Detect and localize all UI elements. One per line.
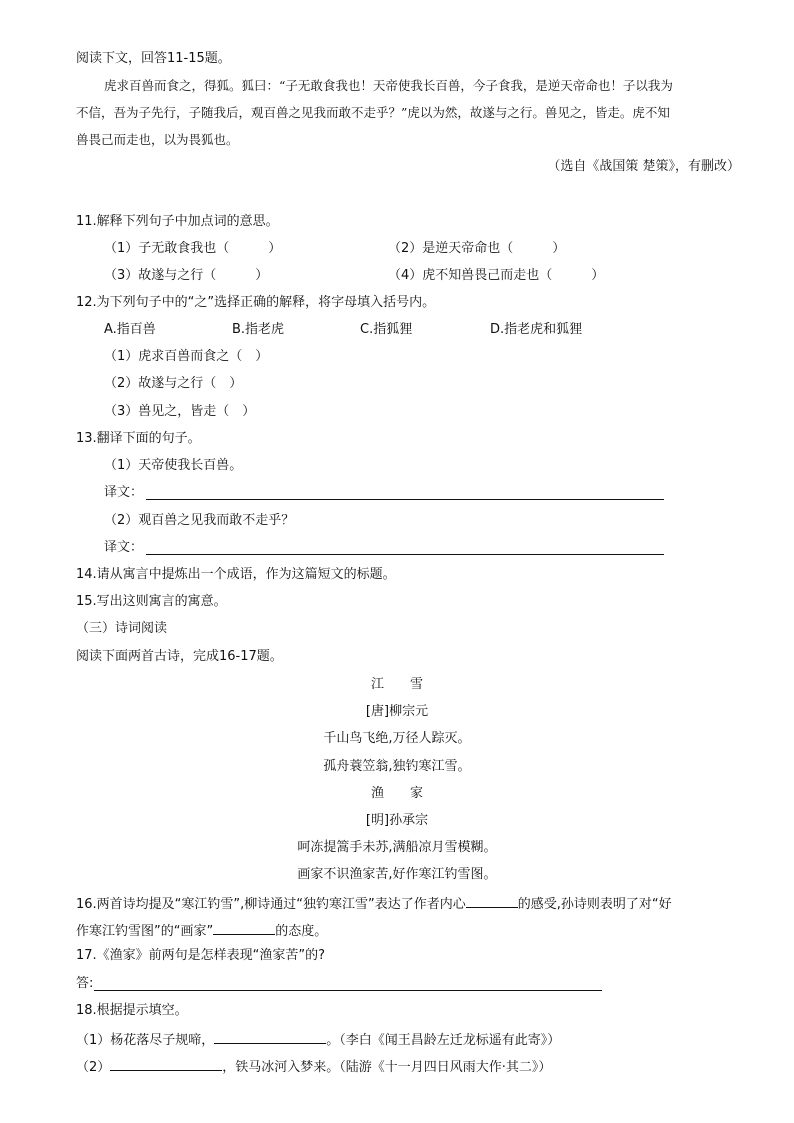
poem1-line-1: 千山鸟飞绝,万径人踪灭。 bbox=[323, 731, 471, 746]
q15: 15.写出这则寓言的寓意。 bbox=[76, 594, 227, 609]
poem1-title: 江 雪 bbox=[370, 677, 423, 692]
q12-option-b: B.指老虎 bbox=[232, 322, 285, 337]
q16-text-3: 作寒江钓雪图”的“画家” bbox=[76, 924, 214, 939]
q18-item-2 bbox=[76, 1057, 551, 1076]
intro: 阅读下文，回答11-15题。 bbox=[76, 51, 231, 66]
passage-line-1: 虎求百兽而食之，得狐。狐曰：“子无敢食我也！天帝使我长百兽，今子食我，是逆天帝命也！子以我为 bbox=[104, 78, 673, 93]
q16-blank-1[interactable] bbox=[466, 894, 518, 908]
q13-stem: 13.翻译下面的句子。 bbox=[76, 431, 201, 446]
q16-text-4: 的态度。 bbox=[275, 924, 328, 939]
q18-blank-1[interactable] bbox=[214, 1030, 326, 1044]
passage-line-3: 兽畏己而走也，以为畏狐也。 bbox=[76, 132, 239, 147]
passage-source: （选自《战国策 楚策》，有删改） bbox=[547, 159, 740, 174]
q14: 14.请从寓言中提炼出一个成语，作为这篇短文的标题。 bbox=[76, 567, 396, 582]
poem1-author: [唐]柳宗元 bbox=[365, 704, 429, 719]
q11-item-3: （3）故遂与之行（ ） bbox=[104, 268, 269, 283]
q12-item-3: （3）兽见之，皆走（ ） bbox=[104, 404, 256, 419]
q11-stem: 11.解释下列句子中加点词的意思。 bbox=[76, 214, 279, 229]
q18-stem: 18.根据提示填空。 bbox=[76, 1003, 188, 1018]
q13-label-2: 译文： bbox=[104, 540, 144, 555]
q13-label-1: 译文： bbox=[104, 485, 144, 500]
q18-item-1-post: 。（李白《闻王昌龄左迁龙标遥有此寄》） bbox=[326, 1033, 561, 1048]
q18-item-2-pre: （2） bbox=[76, 1060, 111, 1075]
intro-2: 阅读下面两首古诗，完成16-17题。 bbox=[76, 649, 283, 664]
q16-line-2 bbox=[76, 921, 327, 940]
q17-label: 答: bbox=[76, 976, 94, 991]
q17-answer-line[interactable] bbox=[94, 990, 602, 991]
q12-option-c: C.指狐狸 bbox=[360, 322, 413, 337]
poem2-line-2: 画家不识渔家苦,好作寒江钓雪图。 bbox=[297, 867, 497, 882]
q18-item-1-pre: （1）杨花落尽子规啼， bbox=[76, 1033, 215, 1048]
q11-item-1: （1）子无敢食我也（ ） bbox=[104, 241, 282, 256]
q18-blank-2[interactable] bbox=[110, 1057, 222, 1071]
q18-item-2-post: ，铁马冰河入梦来。（陆游《十一月四日风雨大作·其二》） bbox=[222, 1060, 552, 1075]
q11-item-4: （4）虎不知兽畏己而走也（ ） bbox=[388, 268, 605, 283]
q13-item-1: （1）天帝使我长百兽。 bbox=[104, 458, 243, 473]
q12-item-1: （1）虎求百兽而食之（ ） bbox=[104, 349, 269, 364]
q12-item-2: （2）故遂与之行（ ） bbox=[104, 376, 243, 391]
q12-option-d: D.指老虎和狐狸 bbox=[490, 322, 583, 337]
poem2-title: 渔 家 bbox=[370, 786, 423, 801]
q13-item-2: （2）观百兽之见我而敢不走乎？ bbox=[104, 513, 295, 528]
q16-blank-2[interactable] bbox=[213, 921, 275, 935]
q12-stem: 12.为下列句子中的“之”选择正确的解释，将字母填入括号内。 bbox=[76, 295, 436, 310]
q16-text-1: 16.两首诗均提及“寒江钓雪”,柳诗通过“独钓寒江雪”表达了作者内心 bbox=[76, 897, 466, 912]
q13-answer-line-2[interactable] bbox=[146, 554, 664, 555]
poem2-author: [明]孙承宗 bbox=[365, 813, 429, 828]
q11-item-2: （2）是逆天帝命也（ ） bbox=[388, 241, 566, 256]
q17-stem: 17.《渔家》前两句是怎样表现“渔家苦”的? bbox=[76, 948, 326, 963]
poem2-line-1: 呵冻提篙手未苏,满船凉月雪模糊。 bbox=[297, 840, 497, 855]
q16-text-2: 的感受,孙诗则表明了对“好 bbox=[517, 897, 672, 912]
q16-line-1 bbox=[76, 894, 672, 913]
q13-answer-line-1[interactable] bbox=[146, 499, 664, 500]
section-3-title: （三）诗词阅读 bbox=[76, 621, 168, 636]
poem1-line-2: 孤舟蓑笠翁,独钓寒江雪。 bbox=[323, 759, 471, 774]
passage-line-2: 不信，吾为子先行，子随我后，观百兽之见我而敢不走乎？”虎以为然，故遂与之行。兽见之，皆走。虎不知 bbox=[76, 105, 670, 120]
q18-item-1 bbox=[76, 1030, 560, 1049]
q12-option-a: A.指百兽 bbox=[104, 322, 156, 337]
